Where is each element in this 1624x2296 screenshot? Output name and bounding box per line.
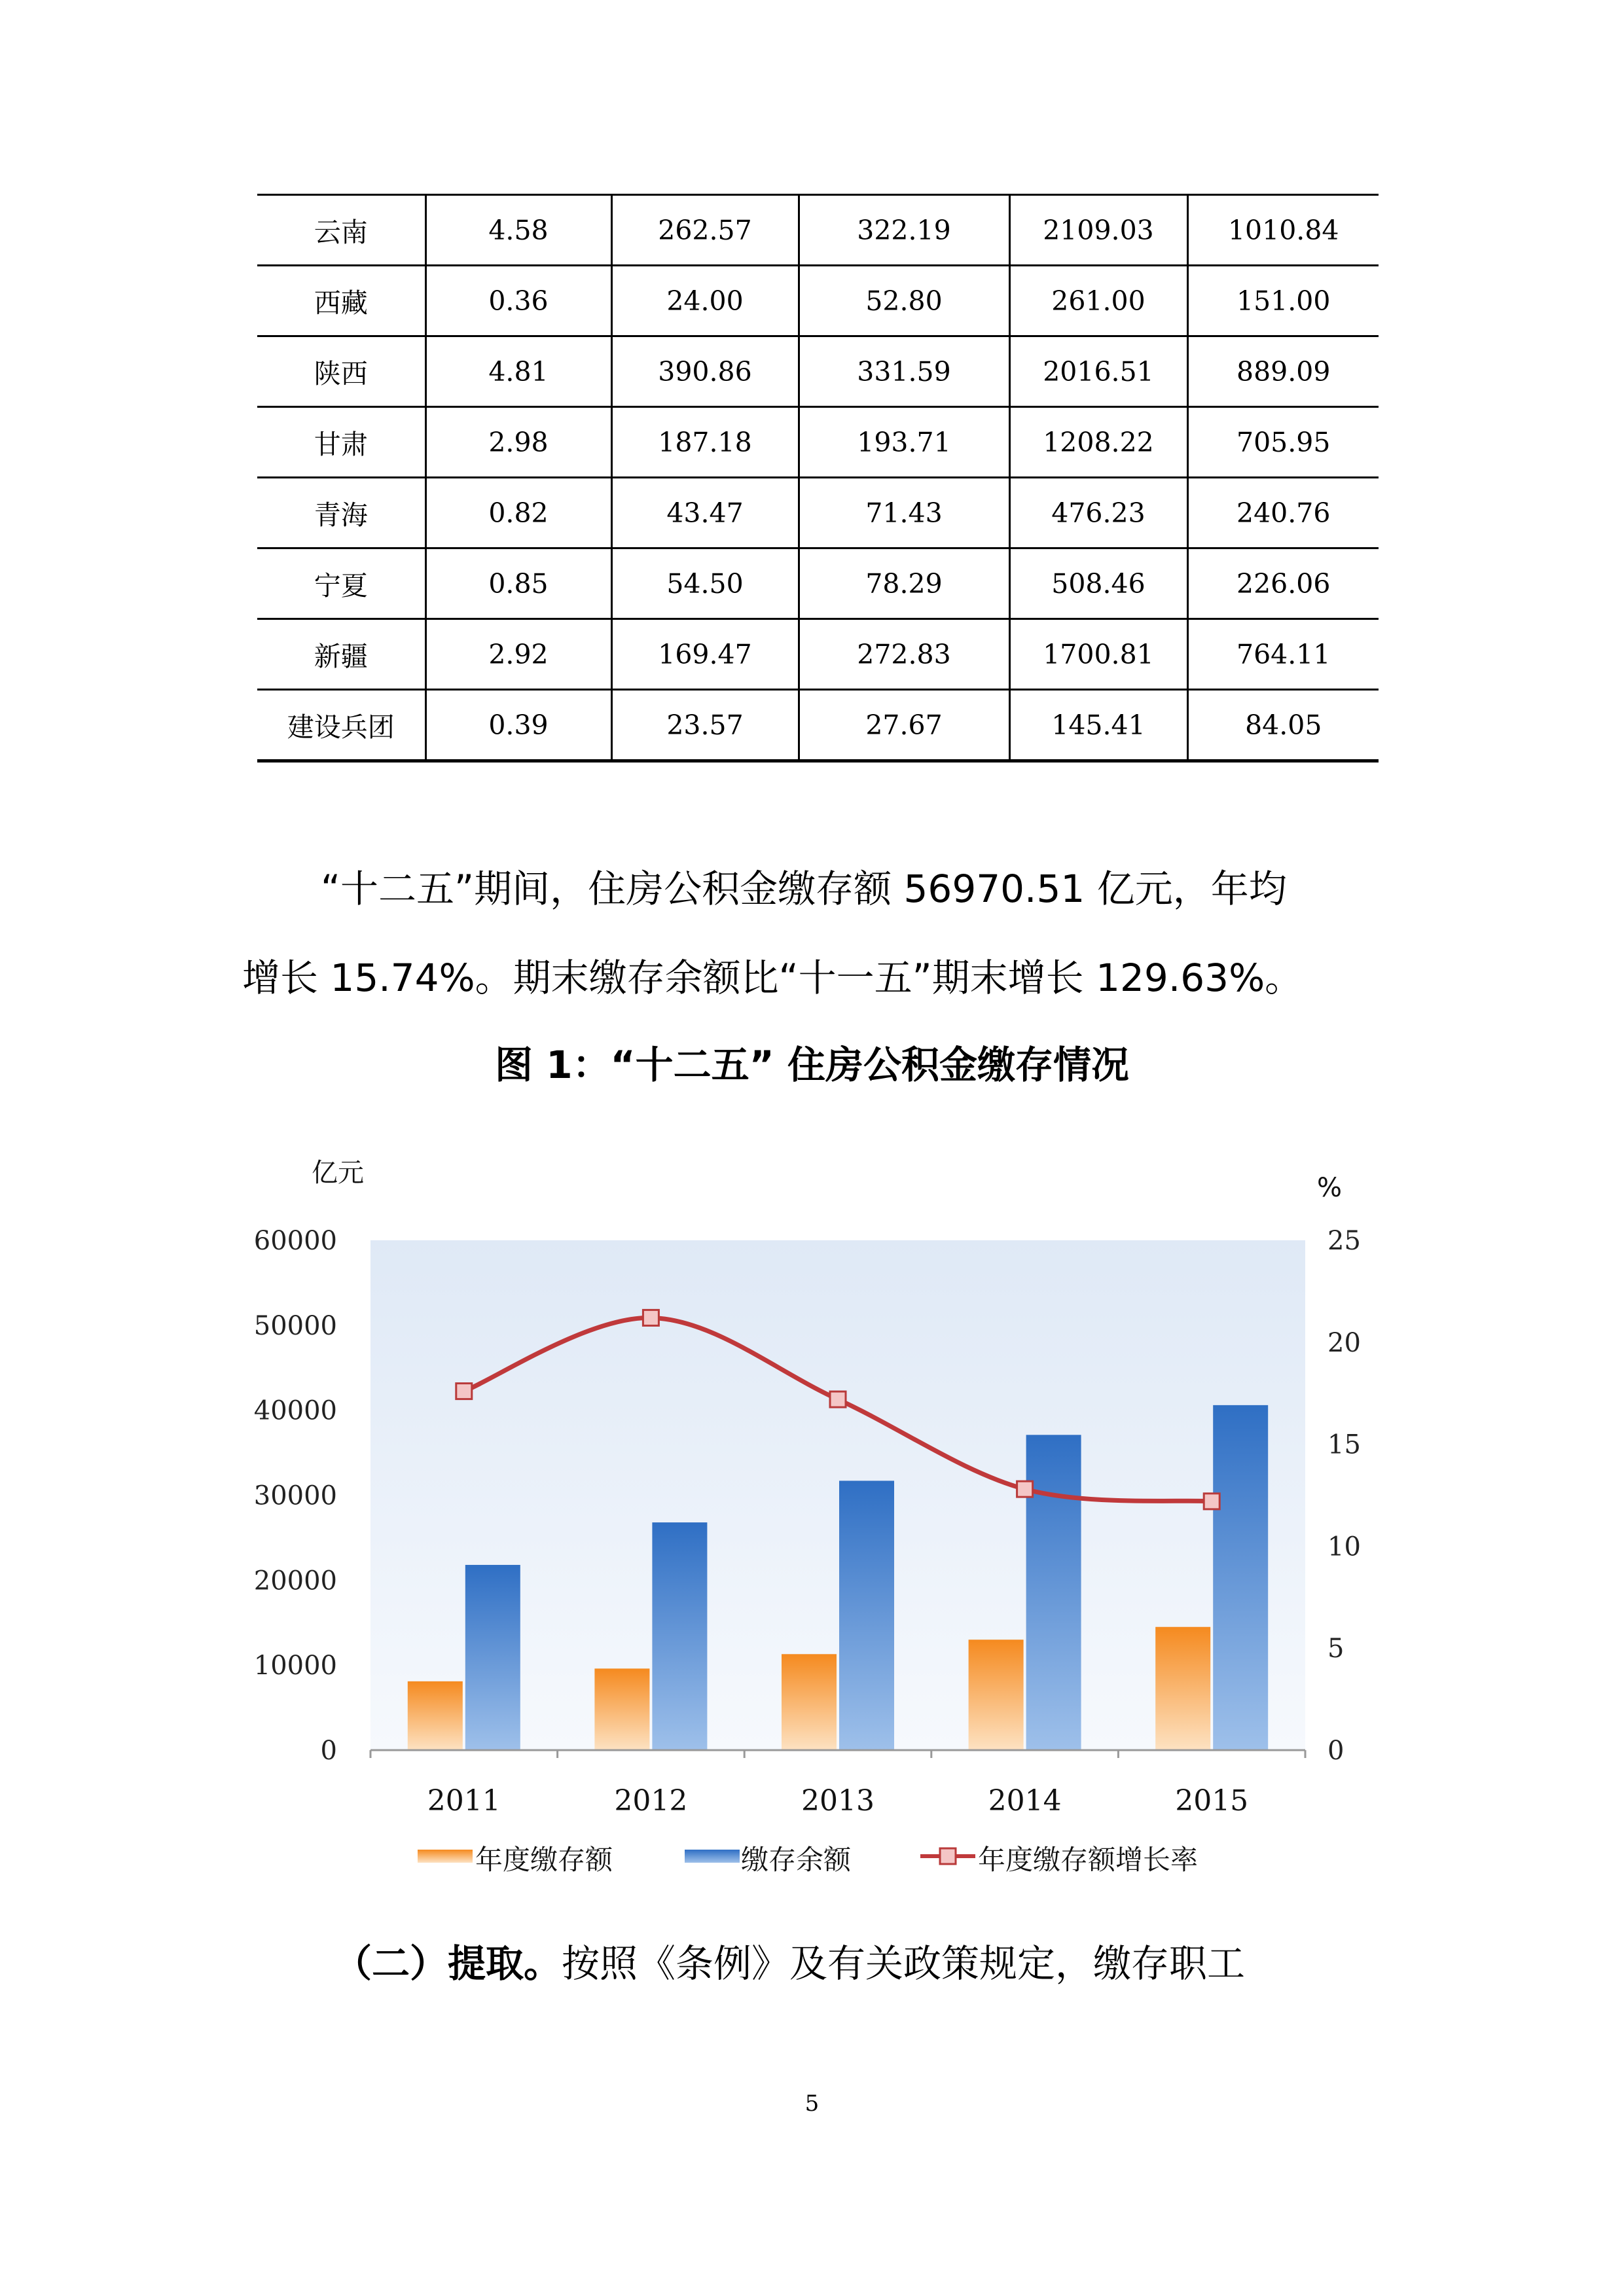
table-cell-region: 青海 (257, 478, 425, 548)
page-number: 5 (804, 2090, 820, 2117)
left-axis-tick-label: 20000 (253, 1566, 337, 1596)
table-cell-value: 390.86 (611, 336, 799, 407)
legend-label-annual-deposit: 年度缴存额 (475, 1844, 613, 1876)
table-cell-value: 261.00 (1009, 266, 1187, 336)
left-axis-tick-label: 40000 (253, 1395, 337, 1426)
table-cell-value: 2.92 (425, 619, 611, 690)
table-cell-value: 0.36 (425, 266, 611, 336)
left-axis-tick-label: 60000 (253, 1226, 337, 1256)
left-axis-unit: 亿元 (312, 1158, 364, 1188)
table-cell-value: 1208.22 (1009, 407, 1187, 478)
section-paragraph (334, 1934, 1394, 1993)
bar-annual-deposit (969, 1640, 1024, 1750)
table-cell-value: 331.59 (799, 336, 1009, 407)
table-cell-region: 西藏 (257, 266, 425, 336)
legend-marker-growth-rate (940, 1848, 956, 1864)
table-cell-value: 2.98 (425, 407, 611, 478)
section-heading: （二）提取。 (334, 1941, 562, 1986)
table-cell-value: 187.18 (611, 407, 799, 478)
table-cell-value: 262.57 (611, 195, 799, 266)
x-axis-year-label: 2013 (801, 1784, 875, 1818)
table-cell-value: 84.05 (1187, 690, 1379, 761)
table-cell-region: 宁夏 (257, 548, 425, 619)
table-cell-value: 52.80 (799, 266, 1009, 336)
table-cell-value: 322.19 (799, 195, 1009, 266)
table-cell-value: 705.95 (1187, 407, 1379, 478)
left-axis-tick-label: 0 (320, 1736, 337, 1766)
table-cell-value: 272.83 (799, 619, 1009, 690)
table-cell-value: 27.67 (799, 690, 1009, 761)
table-cell-value: 476.23 (1009, 478, 1187, 548)
table-cell-region: 云南 (257, 195, 425, 266)
growth-rate-point (643, 1310, 659, 1325)
right-axis-tick-label: 20 (1327, 1327, 1361, 1358)
table-cell-value: 145.41 (1009, 690, 1187, 761)
table-cell-value: 0.82 (425, 478, 611, 548)
table-cell-value: 2016.51 (1009, 336, 1187, 407)
left-axis-tick-label: 10000 (253, 1651, 337, 1681)
table-cell-value: 78.29 (799, 548, 1009, 619)
table-cell-value: 193.71 (799, 407, 1009, 478)
table-cell-value: 2109.03 (1009, 195, 1187, 266)
bar-deposit-balance (839, 1480, 894, 1750)
x-axis-year-label: 2012 (614, 1784, 688, 1818)
bar-annual-deposit (782, 1654, 837, 1750)
x-axis-year-label: 2015 (1175, 1784, 1249, 1818)
legend-label-deposit-balance: 缴存余额 (741, 1844, 852, 1876)
table-cell-value: 151.00 (1187, 266, 1379, 336)
summary-line-2: 增长 15.74%。期末缴存余额比“十一五”期末增长 129.63%。 (242, 956, 1303, 1000)
right-axis-tick-label: 15 (1327, 1429, 1361, 1460)
right-axis-unit: % (1317, 1173, 1343, 1203)
table-cell-value: 1010.84 (1187, 195, 1379, 266)
summary-line-1: “十二五”期间，住房公积金缴存额 56970.51 亿元，年均 (321, 867, 1287, 911)
bar-deposit-balance (1213, 1405, 1268, 1750)
right-axis-tick-label: 0 (1327, 1736, 1344, 1766)
table-cell-value: 71.43 (799, 478, 1009, 548)
table-cell-value: 508.46 (1009, 548, 1187, 619)
bar-annual-deposit (408, 1681, 463, 1750)
legend-label-growth-rate: 年度缴存额增长率 (978, 1844, 1199, 1876)
figure-title: 图 1：“十二五” 住房公积金缴存情况 (495, 1043, 1129, 1087)
x-axis-year-label: 2014 (988, 1784, 1062, 1818)
table-cell-value: 4.58 (425, 195, 611, 266)
table-cell-value: 24.00 (611, 266, 799, 336)
table-cell-region: 建设兵团 (257, 690, 425, 761)
table-cell-value: 1700.81 (1009, 619, 1187, 690)
table-cell-value: 23.57 (611, 690, 799, 761)
table-cell-value: 889.09 (1187, 336, 1379, 407)
table-cell-region: 甘肃 (257, 407, 425, 478)
table-cell-value: 0.39 (425, 690, 611, 761)
table-cell-value: 764.11 (1187, 619, 1379, 690)
table-cell-value: 240.76 (1187, 478, 1379, 548)
table-cell-value: 226.06 (1187, 548, 1379, 619)
table-cell-region: 新疆 (257, 619, 425, 690)
bar-deposit-balance (652, 1522, 707, 1750)
table-cell-value: 54.50 (611, 548, 799, 619)
right-axis-tick-label: 25 (1327, 1226, 1361, 1256)
table-cell-value: 0.85 (425, 548, 611, 619)
legend-swatch-annual-deposit (418, 1850, 473, 1863)
growth-rate-point (456, 1384, 472, 1399)
right-axis-tick-label: 10 (1327, 1532, 1361, 1562)
bar-deposit-balance (1026, 1435, 1081, 1750)
growth-rate-point (1204, 1494, 1219, 1509)
section-text: 按照《条例》及有关政策规定，缴存职工 (562, 1941, 1246, 1986)
table-cell-region: 陕西 (257, 336, 425, 407)
bar-annual-deposit (1155, 1627, 1210, 1750)
right-axis-tick-label: 5 (1327, 1634, 1344, 1664)
legend-swatch-deposit-balance (685, 1850, 740, 1863)
x-axis-year-label: 2011 (427, 1784, 501, 1818)
table-cell-value: 4.81 (425, 336, 611, 407)
table-cell-value: 43.47 (611, 478, 799, 548)
bar-annual-deposit (594, 1668, 649, 1750)
left-axis-tick-label: 30000 (253, 1480, 337, 1511)
growth-rate-point (1017, 1481, 1033, 1497)
growth-rate-point (830, 1391, 846, 1407)
left-axis-tick-label: 50000 (253, 1310, 337, 1341)
table-cell-value: 169.47 (611, 619, 799, 690)
bar-deposit-balance (465, 1565, 520, 1750)
